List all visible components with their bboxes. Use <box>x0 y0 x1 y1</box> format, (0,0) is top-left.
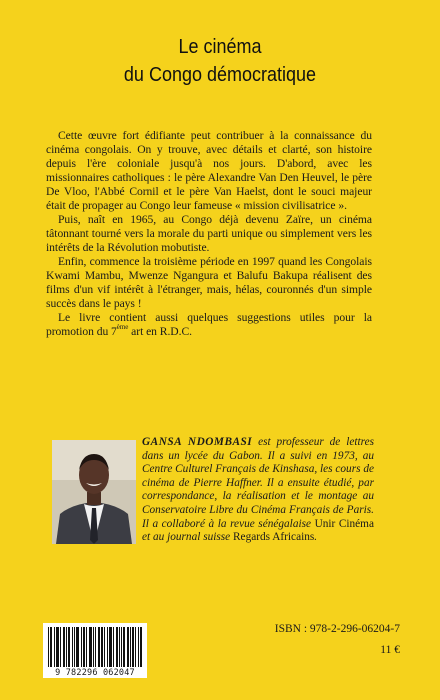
barcode-bar <box>128 627 129 667</box>
barcode-bar <box>107 627 108 667</box>
author-bio-magazine: Unir Cinéma <box>314 517 374 530</box>
barcode-bar <box>110 627 111 667</box>
barcode-bar <box>78 627 79 667</box>
blurb-paragraph-4 <box>46 311 372 339</box>
author-bio-part3: . <box>314 531 318 544</box>
barcode-bar <box>101 627 102 667</box>
barcode-bar <box>116 627 117 667</box>
author-bio-journal: Regards Africains <box>233 531 315 544</box>
barcode-bar <box>141 627 142 667</box>
price: 11 € <box>380 644 400 656</box>
barcode-bar <box>77 627 78 667</box>
barcode-bar <box>83 627 84 667</box>
barcode-bar <box>63 627 64 667</box>
blurb-p4-before: Le livre contient aussi quelques suggestions utiles pour la promotion du 7 <box>46 311 372 338</box>
barcode-bar <box>86 627 87 667</box>
barcode-bar <box>89 627 90 667</box>
barcode-bar <box>121 627 122 667</box>
blurb-paragraph-3: Enfin, commence la troisième période en 1997 quand les Congolais Kwami Mambu, Mwenze Ngangura et Balufu Bakupa réalisent des films d'un vif intérêt à l'étranger, mais, hélas, couronnés d'un simple succès dans le pays ! <box>46 255 372 310</box>
barcode-bar <box>76 627 77 667</box>
barcode-bar <box>132 627 133 667</box>
barcode-bar <box>113 627 114 667</box>
author-portrait-image <box>52 440 136 544</box>
barcode-bar <box>124 627 125 667</box>
author-name: GANSA NDOMBASI <box>142 436 253 448</box>
barcode-bar <box>51 627 52 667</box>
barcode-bar <box>138 627 139 667</box>
barcode-bar <box>119 627 120 667</box>
author-bio-part1: est professeur de lettres dans un lycée du Gabon. Il a suivi en 1973, au Centre Culturel Français de Kinshasa, les cours de cinéma de Pierre Haffner. Il a ensuite étudié, par correspondance, la réalisation et le montage au Conservatoire Libre du Cinéma Français de Paris. Il a collaboré à la revue sénégalaise <box>142 436 375 530</box>
author-bio <box>142 436 374 545</box>
barcode-bar <box>99 627 100 667</box>
barcode-bar <box>60 627 61 667</box>
barcode-bar <box>123 627 124 667</box>
barcode <box>43 623 147 678</box>
barcode-bar <box>95 627 96 667</box>
barcode-bar <box>69 627 70 667</box>
barcode-bar <box>98 627 99 667</box>
author-bio-part2: et au journal suisse <box>142 531 234 544</box>
blurb-p4-sup: ème <box>116 323 129 332</box>
barcode-bar <box>135 627 136 667</box>
book-title-line2: du Congo démocratique <box>123 64 317 86</box>
barcode-bar <box>111 627 112 667</box>
author-photo <box>52 440 136 544</box>
book-title-line1: Le cinéma <box>178 36 262 58</box>
barcode-bar <box>54 627 55 667</box>
barcode-bar <box>66 627 67 667</box>
barcode-bar <box>140 627 141 667</box>
barcode-bar <box>84 627 85 667</box>
blurb-paragraph-2: Puis, naît en 1965, au Congo déjà devenu Zaïre, un cinéma tâtonnant tourné vers la morale du parti unique ou simplement vers les intérêts de la Révolution mobutiste. <box>46 213 372 254</box>
barcode-bar <box>109 627 110 667</box>
barcode-bar <box>72 627 73 667</box>
barcode-bars <box>43 623 147 668</box>
blurb-p4-after: art en R.D.C. <box>128 325 193 338</box>
barcode-bar <box>133 627 134 667</box>
barcode-bar <box>91 627 92 667</box>
barcode-bar <box>127 627 128 667</box>
barcode-bar <box>56 627 57 667</box>
barcode-bar <box>58 627 59 667</box>
barcode-bar <box>57 627 58 667</box>
blurb <box>46 129 372 339</box>
barcode-bar <box>102 627 103 667</box>
barcode-bar <box>48 627 49 667</box>
barcode-bar <box>68 627 69 667</box>
blurb-paragraph-1: Cette œuvre fort édifiante peut contribuer à la connaissance du cinéma congolais. On y trouve, avec détails et clarté, son histoire depuis l'ère coloniale jusqu'à nos jours. D'abord, avec les missionnaires catholiques : le père Alexandre Van Den Heuvel, le père De Vloo, l'Abbé Cornil et le père Van Haelst, dont le souci majeur était de propager au Congo leur fameuse « mission civilisatrice ». <box>46 129 372 212</box>
barcode-bar <box>104 627 105 667</box>
barcode-digits: 9 782296 062047 <box>43 668 147 678</box>
barcode-bar <box>90 627 91 667</box>
barcode-bar <box>93 627 94 667</box>
barcode-bar <box>50 627 51 667</box>
barcode-bar <box>74 627 75 667</box>
barcode-bar <box>64 627 65 667</box>
barcode-bar <box>117 627 118 667</box>
barcode-bar <box>130 627 131 667</box>
isbn: ISBN : 978-2-296-06204-7 <box>274 623 400 635</box>
barcode-bar <box>81 627 82 667</box>
